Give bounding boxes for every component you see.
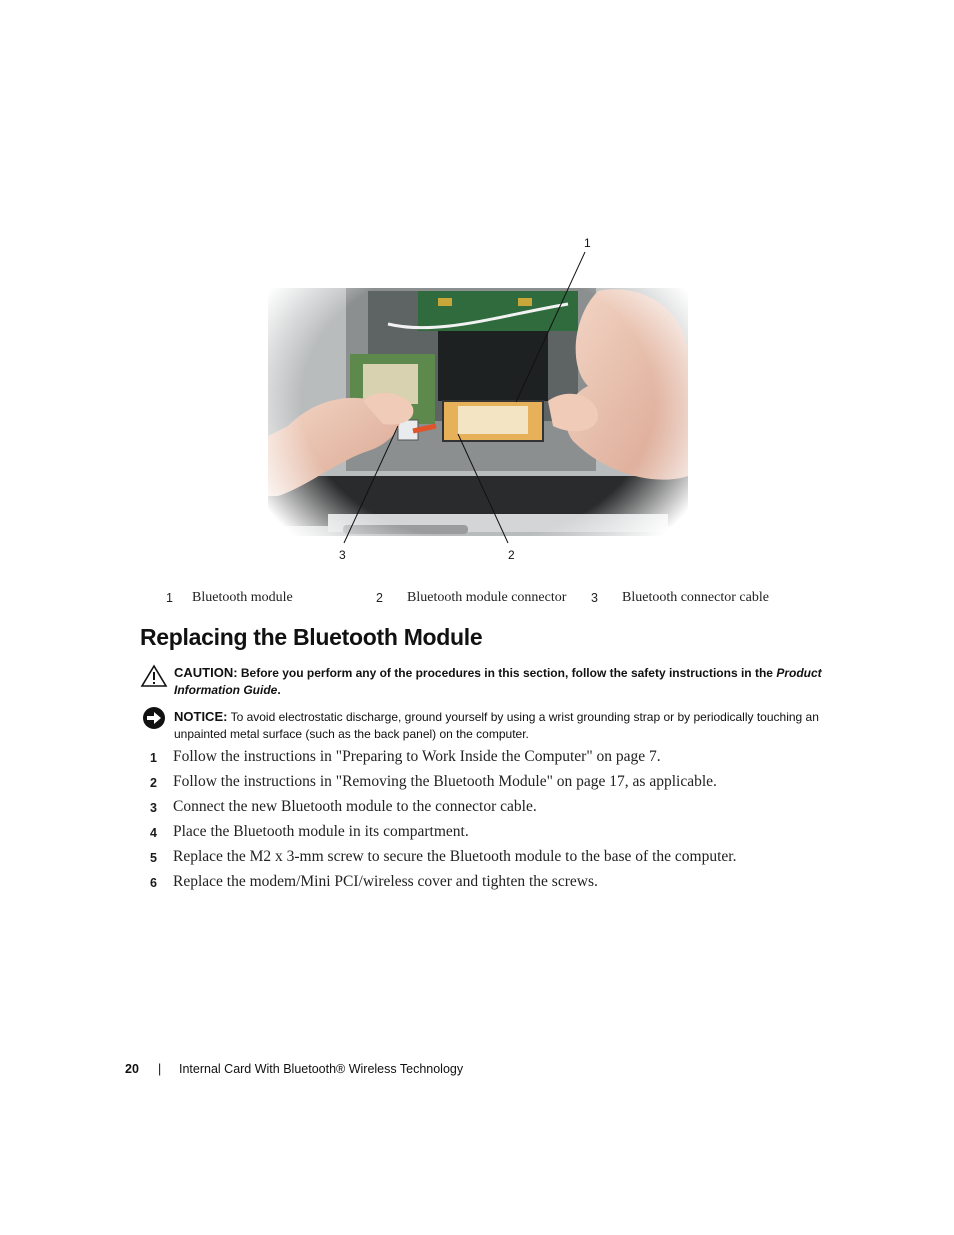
bluetooth-module-photo [268, 236, 688, 566]
step-item [150, 848, 850, 873]
step-item [150, 798, 850, 823]
legend-num-1: 1 [166, 591, 173, 605]
footer-chapter-title: Internal Card With Bluetooth® Wireless Technology [179, 1062, 464, 1076]
step-text: Follow the instructions in "Removing the Bluetooth Module" on page 17, as applicable. [173, 773, 717, 790]
legend-num-2: 2 [376, 591, 383, 605]
notice-arrow-icon [142, 706, 166, 735]
callout-1: 1 [584, 236, 591, 250]
step-text: Replace the modem/Mini PCI/wireless cover and tighten the screws. [173, 873, 598, 890]
notice-note [140, 708, 820, 744]
step-item [150, 873, 850, 898]
step-text: Place the Bluetooth module in its compartment. [173, 823, 469, 840]
legend-num-3: 3 [591, 591, 598, 605]
callout-2: 2 [508, 548, 515, 562]
step-number: 6 [150, 876, 157, 890]
procedure-steps [150, 748, 850, 898]
legend-label-3: Bluetooth connector cable [622, 590, 769, 605]
step-text: Follow the instructions in "Preparing to Work Inside the Computer" on page 7. [173, 748, 661, 765]
photo-illustration [268, 236, 688, 566]
caution-doc-title: Product Information Guide [174, 666, 822, 697]
step-item [150, 748, 850, 773]
step-item [150, 773, 850, 798]
step-text: Replace the M2 x 3-mm screw to secure the Bluetooth module to the base of the computer. [173, 848, 737, 865]
step-item [150, 823, 850, 848]
legend-label-1: Bluetooth module [192, 590, 293, 605]
legend-label-2: Bluetooth module connector [407, 590, 567, 605]
page-footer [0, 1062, 954, 1080]
notice-text: To avoid electrostatic discharge, ground yourself by using a wrist grounding strap or by periodically touching an unpainted metal surface (such as the back panel) on the computer. [174, 710, 819, 741]
figure-legend [0, 590, 954, 610]
callout-3: 3 [339, 548, 346, 562]
step-number: 1 [150, 751, 157, 765]
step-number: 5 [150, 851, 157, 865]
caution-end: . [277, 683, 281, 697]
step-number: 2 [150, 776, 157, 790]
caution-text: Before you perform any of the procedures in this section, follow the safety instructions in the [240, 666, 773, 680]
page-number: 20 [125, 1062, 139, 1076]
caution-lead: CAUTION: [174, 665, 238, 680]
notice-lead: NOTICE: [174, 709, 228, 724]
step-number: 3 [150, 801, 157, 815]
caution-note [140, 664, 820, 700]
step-number: 4 [150, 826, 157, 840]
section-title: Replacing the Bluetooth Module [140, 624, 483, 650]
warning-triangle-icon [140, 664, 168, 693]
footer-separator: | [158, 1062, 162, 1076]
step-text: Connect the new Bluetooth module to the connector cable. [173, 798, 537, 815]
